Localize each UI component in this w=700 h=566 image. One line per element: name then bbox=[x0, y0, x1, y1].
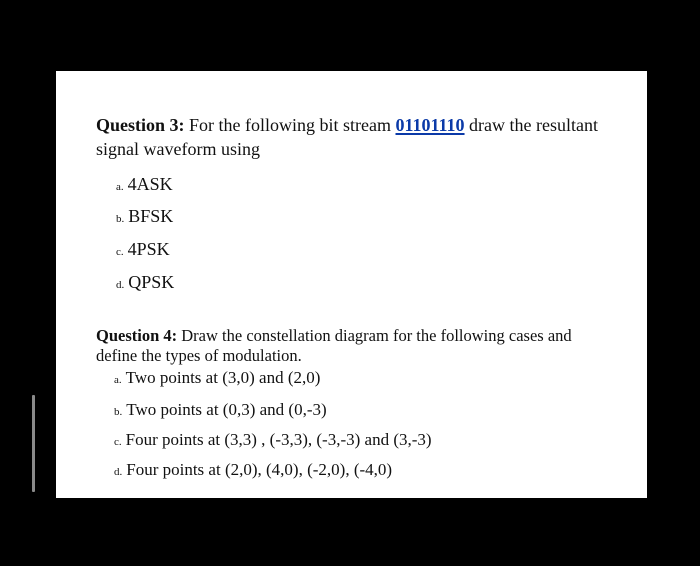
bit-stream: 01101110 bbox=[395, 115, 465, 135]
question-4-text: Draw the constellation diagram for the following cases and define the types of modulation. bbox=[96, 326, 572, 365]
question-4-item-b bbox=[114, 399, 327, 423]
list-marker: b. bbox=[116, 213, 125, 225]
question-3-item-d bbox=[116, 270, 174, 297]
question-4-item-a bbox=[114, 367, 320, 391]
list-item-label: Two points at (0,3) and (0,-3) bbox=[126, 400, 327, 419]
list-marker: c. bbox=[116, 246, 124, 258]
question-3-title: Question 3: bbox=[96, 115, 185, 135]
document-page bbox=[56, 71, 647, 498]
question-3-text-before: For the following bit stream bbox=[184, 115, 396, 135]
list-item-label: Two points at (3,0) and (2,0) bbox=[125, 368, 321, 387]
question-3 bbox=[96, 113, 616, 161]
list-item-label: QPSK bbox=[128, 272, 175, 292]
list-marker: c. bbox=[114, 436, 122, 448]
question-3-text-after: draw the resultant signal waveform using bbox=[96, 115, 598, 159]
question-3-item-c bbox=[116, 237, 170, 264]
question-4-item-c bbox=[114, 429, 432, 453]
question-4-item-d bbox=[114, 459, 392, 483]
question-4-title: Question 4: bbox=[96, 326, 178, 345]
list-marker: d. bbox=[114, 466, 123, 478]
question-4-prompt bbox=[96, 326, 596, 366]
list-item-label: 4ASK bbox=[127, 174, 173, 194]
list-item-label: BFSK bbox=[128, 206, 174, 226]
question-3-prompt bbox=[96, 113, 616, 161]
scroll-indicator[interactable] bbox=[32, 395, 35, 492]
list-marker: a. bbox=[114, 374, 122, 386]
list-marker: a. bbox=[116, 181, 124, 193]
question-4 bbox=[96, 326, 596, 366]
list-item-label: Four points at (3,3) , (-3,3), (-3,-3) and (3,-3) bbox=[125, 430, 432, 449]
question-3-item-a bbox=[116, 172, 173, 199]
list-item-label: 4PSK bbox=[127, 239, 170, 259]
question-3-item-b bbox=[116, 204, 173, 231]
list-marker: b. bbox=[114, 406, 123, 418]
list-item-label: Four points at (2,0), (4,0), (-2,0), (-4,0) bbox=[126, 460, 393, 479]
list-marker: d. bbox=[116, 279, 125, 291]
